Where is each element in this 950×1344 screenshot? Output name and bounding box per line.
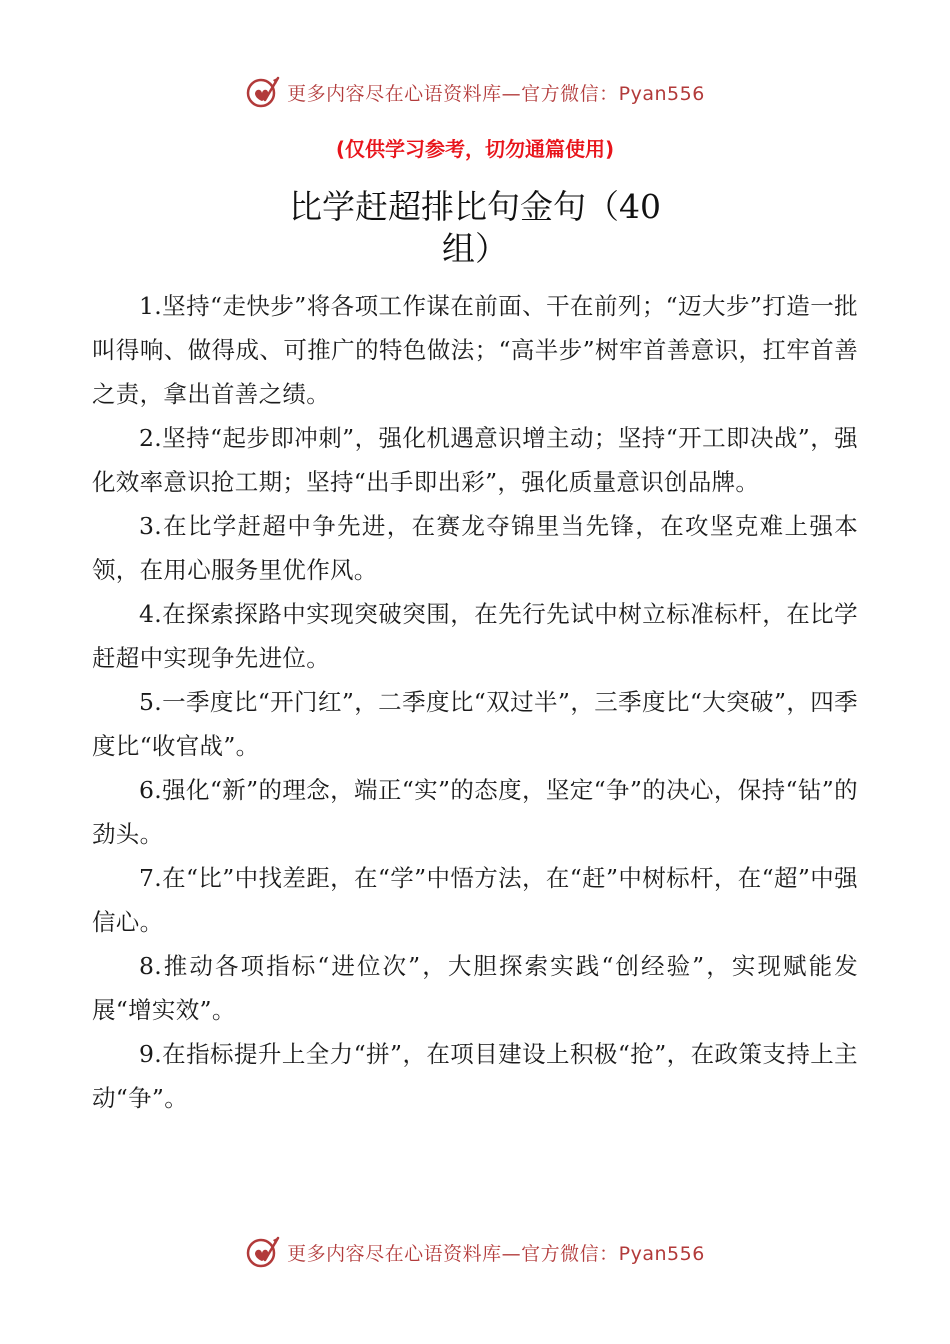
quill-heart-logo-icon — [245, 1234, 281, 1270]
paragraph-1: 1.坚持“走快步”将各项工作谋在前面、干在前列；“迈大步”打造一批叫得响、做得成、可推广的特色做法；“高半步”树牢首善意识，扛牢首善之责，拿出首善之绩。 — [92, 292, 858, 408]
disclaimer-note: (仅供学习参考，切勿通篇使用) — [335, 137, 615, 161]
document-title — [0, 186, 950, 270]
paragraph-2: 2.坚持“起步即冲刺”，强化机遇意识增主动；坚持“开工即决战”，强化效率意识抢工期；坚持“出手即出彩”，强化质量意识创品牌。 — [92, 424, 858, 496]
quill-heart-logo-icon — [245, 74, 281, 110]
footer-banner-text: 更多内容尽在心语资料库—官方微信：Pyan556 — [287, 1242, 705, 1265]
paragraph-5: 5.一季度比“开门红”，二季度比“双过半”，三季度比“大突破”，四季度比“收官战”。 — [92, 688, 858, 760]
document-body — [92, 284, 858, 1120]
paragraph-7: 7.在“比”中找差距，在“学”中悟方法，在“赶”中树标杆，在“超”中强信心。 — [92, 864, 858, 936]
header-banner — [0, 72, 950, 112]
document-title-line-1: 比学赶超排比句金句（40 — [289, 187, 661, 226]
footer-banner — [0, 1232, 950, 1272]
paragraph-6: 6.强化“新”的理念，端正“实”的态度，坚定“争”的决心，保持“钻”的劲头。 — [92, 776, 858, 848]
document-title-line-2: 组） — [442, 229, 508, 268]
paragraph-4: 4.在探索探路中实现突破突围，在先行先试中树立标准标杆，在比学赶超中实现争先进位。 — [92, 600, 858, 672]
header-banner-text: 更多内容尽在心语资料库—官方微信：Pyan556 — [287, 82, 705, 105]
paragraph-3: 3.在比学赶超中争先进，在赛龙夺锦里当先锋，在攻坚克难上强本领，在用心服务里优作风。 — [92, 512, 858, 584]
paragraph-8: 8.推动各项指标“进位次”，大胆探索实践“创经验”，实现赋能发展“增实效”。 — [92, 952, 858, 1024]
paragraph-9: 9.在指标提升上全力“拼”，在项目建设上积极“抢”，在政策支持上主动“争”。 — [92, 1040, 858, 1112]
